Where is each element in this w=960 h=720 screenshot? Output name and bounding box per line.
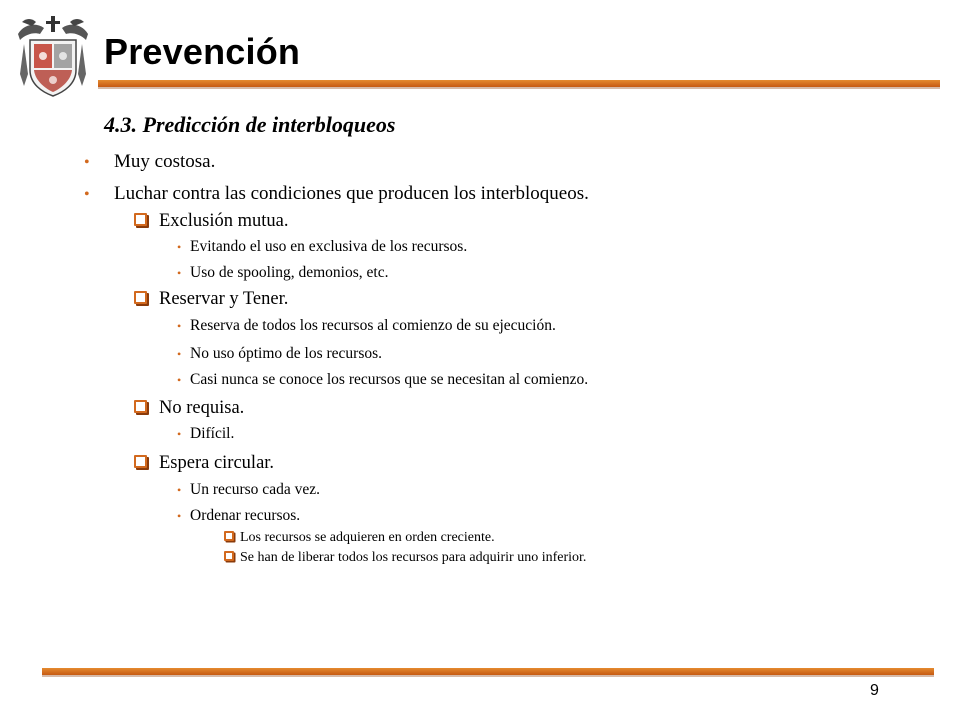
checkbox-square-icon [134,455,147,468]
list-item-text: Reservar y Tener. [159,289,289,309]
list-item [134,290,288,309]
list-item-text: Se han de liberar todos los recursos para adquirir uno inferior. [240,550,587,565]
bullet-dot-icon: • [177,240,182,254]
bullet-dot-icon: • [177,483,182,497]
checkbox-square-icon [134,291,147,304]
list-item [224,551,586,565]
list-item [134,399,244,418]
university-crest-icon [14,14,92,100]
list-item [134,454,274,473]
list-item [177,372,588,388]
bullet-dot-icon: • [177,373,182,387]
list-item-text: No uso óptimo de los recursos. [190,345,383,362]
list-item-text: Muy costosa. [114,151,216,172]
list-item-text: No requisa. [159,398,245,418]
list-item [177,239,467,255]
list-item [177,508,300,524]
list-item-text: Difícil. [190,425,235,442]
checkbox-square-icon [134,400,147,413]
list-item-text: Casi nunca se conoce los recursos que se necesitan al comienzo. [190,371,589,388]
bullet-dot-icon: • [177,347,182,361]
list-item-text: Exclusión mutua. [159,211,289,231]
list-item-text: Ordenar recursos. [190,507,301,524]
footer-divider [42,668,934,675]
bullet-dot-icon: • [177,319,182,333]
bullet-dot-icon: • [177,266,182,280]
list-item-text: Un recurso cada vez. [190,481,320,498]
list-item-text: Espera circular. [159,453,275,473]
checkbox-square-icon [224,551,234,561]
checkbox-square-icon [134,213,147,226]
list-item-text: Evitando el uso en exclusiva de los recursos. [190,238,468,255]
bullet-dot-icon: • [84,186,90,203]
list-item-text: Uso de spooling, demonios, etc. [190,264,389,281]
list-item [177,346,382,362]
slide-title: Prevención [104,31,301,72]
list-item-text: Los recursos se adquieren en orden creciente. [240,530,495,545]
title-divider [98,80,940,87]
list-item [84,152,215,171]
list-item [177,482,320,498]
checkbox-square-icon [224,531,234,541]
list-item-text: Luchar contra las condiciones que producen los interbloqueos. [114,183,589,204]
bullet-dot-icon: • [177,427,182,441]
list-item-text: Reserva de todos los recursos al comienzo de su ejecución. [190,317,556,334]
list-item [177,426,234,442]
list-item [224,531,495,545]
list-item [84,184,589,203]
bullet-dot-icon: • [84,154,90,171]
list-item [177,265,388,281]
page-number: 9 [870,682,879,699]
slide-subtitle: 4.3. Predicción de interbloqueos [104,112,396,137]
bullet-dot-icon: • [177,509,182,523]
list-item [134,212,288,231]
list-item [177,318,556,334]
